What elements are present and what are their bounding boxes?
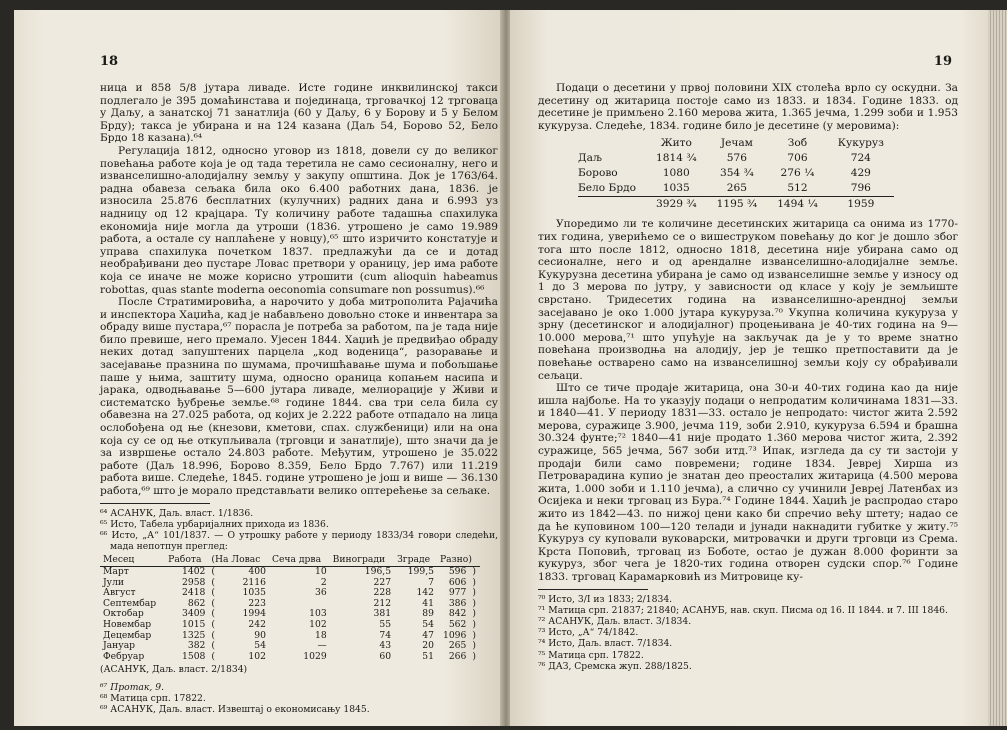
tithe-table-total-row [578, 197, 894, 213]
tithe-table-cell [578, 197, 646, 213]
work-table-cell: — [317, 640, 327, 652]
footnote-divider-right [538, 589, 648, 590]
work-table-cell: Август [103, 587, 136, 599]
work-table-cell: ( [211, 618, 215, 630]
work-table-header [100, 555, 480, 566]
work-table-cell: Новембар [103, 618, 152, 630]
work-table-cell: Март [103, 566, 129, 577]
work-table-cell: 3409 [182, 608, 206, 620]
work-table-header-cell: Работа [165, 555, 208, 566]
footnote-66: ⁶⁶ Исто, „А“ 101/1837. — О утрошку работе у периоду 1833/34 говори следећи, мада непотпун преглед: [100, 530, 498, 553]
work-table-cell: 2 [320, 576, 327, 588]
left-paragraph-1: ница и 858 5/8 јутара ливаде. Исте године инквилинској такси подлегало је 395 домаћинстава и појединаца, трговачкој 12 трговаца у Даљу, а занатској 71 занатлија (60 у Даљу, 6 у Борову и 5 у Белом Брду); такса је убирана и на 124 казана (Даљ 54, Борово 52, Бело Брдо 18 казана).⁶⁴ [100, 82, 498, 145]
work-table-cell: 196,5 [364, 566, 392, 577]
work-table-cell: ) [472, 618, 476, 630]
work-table-cell: 400 [248, 566, 266, 577]
left-footnotes-b [100, 682, 498, 716]
work-table-cell: 18 [314, 629, 327, 641]
work-table-cell: 60 [379, 650, 392, 662]
work-table-cell: ) [472, 587, 476, 599]
work-table-cell: 1096 [442, 629, 467, 641]
work-table-cell: 242 [248, 618, 266, 630]
work-table-cell: Јануар [103, 640, 136, 652]
work-table-header-cell: Сеча дрва [269, 555, 330, 566]
page-number-right: 19 [933, 54, 952, 69]
tithe-table-cell: 429 [850, 167, 871, 180]
tithe-table-cell: Бело Брдо [578, 182, 636, 195]
work-table-cell: 842 [448, 608, 467, 620]
tithe-table-cell: 576 [726, 152, 747, 165]
right-paragraph-1: Упоредимо ли те количине десетинских житарица са онима из 1770-тих година, уверићемо се о вишеструком повећању до ког је дошло због тога што после 1812, односно 1818, десетина није убирана само од сесионалне, него и од арендалне изванселишно-алодијалне земље. Кукурузна десетина убирана је само од изванселишне земље у износу од 1 до 3 мерова по јутру, у зависности од класе у коју је земљиште сврстано. Тридесетих година на изванселишно-арендној земљи засејавано је око 1.000 јутара кукуруза.⁷⁰ Укупна количина кукуруза у зрну (десетинског и алодијалног) процењивана је 40-тих година на 9—10.000 мерова,⁷¹ што упућује на закључак да је у то време знатно повећана производња на алодију, јер је тешко претпоставити да је повећање остварено само на изванселишној земљи коју су обрађивали сељаци. [538, 218, 958, 382]
tithe-table-cell: 706 [787, 152, 808, 165]
work-table-cell: 596 [448, 566, 467, 577]
footnote: ⁷⁵ Матица срп. 17822. [538, 649, 644, 661]
tithe-table-cell: 276 ¹⁄₄ [780, 167, 815, 180]
work-table-cell: ( [211, 597, 215, 609]
work-table-cell: 1325 [182, 629, 206, 641]
tithe-table-header-cell: Јечам [720, 137, 753, 150]
work-table-cell: 20 [422, 640, 434, 652]
tithe-table-cell: 1494 ¹⁄₄ [767, 197, 828, 213]
tithe-table-cell: 1959 [828, 197, 894, 213]
left-paragraph-2: Регулација 1812, односно уговор из 1818, довели су до великог повећања работе која је од тада теретила не само сесионалну, него и изванселишно-алодијалну земљу у закупу општина. Док је 1763/64. радна обавеза сељака била око 6.400 работних дана, 1836. је износила 25.876 бесплатних (кулучних) радних дана и 6.993 уз надницу од 12 крајцара. Ту количину работе тадашња спахилука економија није могла да утроши (1836. утрошено је само 19.989 работа, а остале су наплаћене у новцу),⁶⁵ што изричито констатује и управа спахилука почетком 1837. предлажући да се и дотад необрађивани део пустаре Ловас претвори у ораницу, јер има работе која се иначе не може корисно утрошити (cum alioquin habeamus robottas, quas stante moderna oeconomia consumare non possumus).⁶⁶ [100, 144, 498, 296]
footnote: ⁷⁰ Исто, 3/I из 1833; 2/1834. [538, 593, 673, 605]
work-table-cell: 74 [379, 629, 392, 641]
work-table-cell: 36 [314, 587, 327, 599]
work-table-cell: ) [472, 608, 476, 620]
work-table-cell: 212 [373, 597, 392, 609]
work-table-row [100, 652, 480, 663]
work-table-cell: ) [472, 640, 476, 652]
work-table-cell: ) [472, 629, 476, 641]
footnote-64: ⁶⁴ АСАНУК, Даљ. власт. 1/1836. [100, 507, 254, 519]
work-table-cell: 102 [309, 618, 327, 630]
work-table-cell: 51 [422, 650, 434, 662]
work-table-cell: 41 [422, 597, 434, 609]
work-table-header-cell: Виногради [330, 555, 394, 566]
work-table-cell: ( [211, 576, 215, 588]
footnote-divider-left [100, 503, 210, 504]
work-table-cell: 199,5 [407, 566, 434, 577]
tithe-table-cell: 1195 ³⁄₄ [707, 197, 768, 213]
page-edges [988, 10, 1007, 726]
work-table-cell: 2958 [182, 576, 206, 588]
footnote-68: ⁶⁸ Матица срп. 17822. [100, 692, 206, 704]
tithe-table-cell: 1035 [662, 182, 690, 195]
work-table-cell: 103 [309, 608, 327, 620]
work-table [100, 555, 480, 662]
work-table-cell: 223 [248, 597, 266, 609]
work-table-header-cell: Месец [100, 555, 165, 566]
tithe-table [578, 136, 894, 212]
footnote-69: ⁶⁹ АСАНУК, Даљ. власт. Извештај о економисању 1845. [100, 703, 370, 715]
tithe-table-body [578, 151, 894, 212]
left-paragraph-3: После Стратимировића, а нарочито у доба митрополита Рајачића и инспектора Хаџића, кад је набављено довољно стоке и инвентара за обраду више пустара,⁶⁷ порасла је потреба за работом, па је тада није било превише, него премало. Ујесен 1844. Хаџић је предвиђао обраду неких дотад запуштених парцела „код воденица“, разоравање и засејавање празнина по шумама, прочишћавање шума и побољшање паше у њима, заштиту шума, односно ораница копањем насипа и јарака, одводњавање 5—600 јутара ливаде, мелиорације у Живи и систематско ђубрење земље.⁶⁸ године 1844. сва три села била су обавезна на 27.025 работа, од којих је 2.222 работе отпадало на лица ослобођена од ње (кнезови, кметови, спах. службеници) или на она која су се од ње откупљивала (трговци и занатлије), што значи да је за извршење остало 24.803 работе. Међутим, утрошено је 35.022 работе (Даљ 18.996, Борово 8.359, Бело Брдо 7.767) или 11.219 работа више. Следеће, 1845. године утрошено је још и више — 36.130 работа,⁶⁹ што је морало представљати велико оптерећење за сељаке. [100, 296, 498, 497]
work-table-cell: 43 [379, 640, 392, 652]
work-table-cell: 89 [422, 608, 434, 620]
tithe-table-cell: Борово [578, 167, 618, 180]
work-table-cell: ( [211, 566, 215, 577]
right-page [510, 10, 988, 726]
work-table-cell: 266 [448, 650, 467, 662]
work-table-cell: 381 [373, 608, 392, 620]
footnote-65: ⁶⁵ Исто, Табела урбаријалних прихода из 1836. [100, 518, 329, 530]
work-table-cell: 55 [379, 618, 392, 630]
tithe-table-cell: 1814 ³⁄₄ [656, 152, 697, 165]
work-table-cell: 1508 [182, 650, 206, 662]
tithe-table-row [578, 151, 894, 166]
work-table-cell: 10 [314, 566, 327, 577]
work-table-cell: 1402 [182, 566, 206, 577]
work-table-cell: 1035 [242, 587, 266, 599]
left-text-column [100, 82, 498, 715]
work-table-cell: 1029 [303, 650, 327, 662]
tithe-table-header [578, 136, 894, 151]
work-table-cell: ( [211, 587, 215, 599]
work-table-cell: Септембар [103, 597, 157, 609]
work-table-header-cell: Зграде [394, 555, 437, 566]
tithe-table-cell: 265 [726, 182, 747, 195]
footnote: ⁷⁴ Исто, Даљ. власт. 7/1834. [538, 638, 673, 650]
work-table-cell: 228 [373, 587, 392, 599]
work-table-cell: 862 [187, 597, 206, 609]
work-table-cell: ) [472, 566, 476, 577]
work-table-cell: 606 [448, 576, 467, 588]
work-table-cell: 386 [448, 597, 467, 609]
tithe-table-header-cell [578, 136, 646, 151]
work-table-cell: 102 [248, 650, 266, 662]
tithe-table-cell: 796 [850, 182, 871, 195]
work-table-cell: 265 [448, 640, 467, 652]
footnote: ⁷³ Исто, „А“ 74/1842. [538, 627, 639, 639]
work-table-cell: 1994 [242, 608, 266, 620]
tithe-table-cell: 3929 ³⁄₄ [646, 197, 707, 213]
work-table-cell: 1015 [182, 618, 206, 630]
tithe-table-row [578, 166, 894, 181]
tithe-table-row [578, 181, 894, 197]
work-table-cell: ( [211, 608, 215, 620]
work-table-cell: Јули [103, 576, 125, 588]
work-table-cell: 227 [373, 576, 392, 588]
work-table-source: (АСАНУК, Даљ. власт. 2/1834) [100, 664, 248, 676]
work-table-cell: 54 [254, 640, 266, 652]
work-table-cell: 90 [254, 629, 266, 641]
work-table-cell: ( [211, 629, 215, 641]
work-table-cell: 7 [428, 576, 434, 588]
work-table-cell: 562 [448, 618, 467, 630]
work-table-cell: ( [211, 650, 215, 662]
left-page [14, 10, 502, 726]
right-text-column [538, 82, 958, 672]
tithe-table-cell: 512 [787, 182, 808, 195]
right-paragraph-intro: Подаци о десетини у првој половини XIX столећа врло су оскудни. За десетину од житарица постоје само из 1833. и 1834. Године 1833. од десетине је примљено 2.160 мерова жита, 1.365 јечма, 1.299 зоби и 1.953 кукуруза. Следеће, 1834. године било је десетине (у меровима): [538, 82, 958, 132]
footnote: ⁷¹ Матица срп. 21837; 21840; АСАНУБ, нав. скуп. Писма од 16. II 1844. и 7. III 1846. [538, 604, 948, 616]
tithe-table-cell: 1080 [662, 167, 690, 180]
work-table-cell: 382 [187, 640, 206, 652]
work-table-cell: ) [472, 597, 476, 609]
work-table-header-cell: (На Ловас [208, 555, 269, 566]
work-table-cell: ) [472, 576, 476, 588]
footnote: ⁷⁶ ДАЗ, Сремска жуп. 288/1825. [538, 660, 692, 672]
tithe-table-header-cell: Зоб [787, 137, 808, 150]
tithe-table-header-cell: Жито [660, 137, 692, 150]
work-table-cell: 2116 [242, 576, 266, 588]
work-table-cell: 47 [422, 629, 434, 641]
work-table-cell: ( [211, 640, 215, 652]
work-table-cell: Фебруар [103, 650, 145, 662]
work-table-cell: 977 [448, 587, 467, 599]
work-table-cell: Октобар [103, 608, 144, 620]
work-table-row [100, 567, 480, 578]
work-table-row [100, 620, 480, 631]
work-table-cell: 2418 [182, 587, 206, 599]
footnote: ⁷² АСАНУК, Даљ. власт. 3/1834. [538, 616, 692, 627]
page-number-left: 18 [100, 54, 119, 69]
right-footnotes [538, 594, 958, 672]
work-table-cell: Децембар [103, 629, 152, 641]
tithe-table-cell: Даљ [578, 152, 602, 165]
tithe-table-header-cell: Кукуруз [837, 137, 884, 150]
work-table-cell: 54 [422, 618, 434, 630]
work-table-header-cell: Разно) [437, 555, 480, 566]
footnote-67: ⁶⁷ Протак, 9. [100, 681, 164, 693]
work-table-cell: 142 [416, 587, 434, 599]
work-table-cell: ) [472, 650, 476, 662]
tithe-table-cell: 354 ³⁄₄ [719, 167, 754, 180]
work-table-body [100, 567, 480, 663]
right-paragraph-2: Што се тиче продаје житарица, она 30-и 40-тих година као да није ишла најбоље. На то указују подаци о непродатим количинама 1831—33. и 1840—41. У периоду 1831—33. остало је непродато: чистог жита 2.592 мерова, суражице 3.900, јечма 119, зоби 2.910, кукуруза 6.594 и брашна 30.324 фунте;⁷² 1840—41 није продато 1.360 мерова чистог жита, 2.392 суражице, 565 јечма, 567 зоби итд.⁷³ Ипак, изгледа да су ти застоји у продаји били само повремени; године 1834. Јеврej Хирша из Петроварадина купио је знатан део преосталих житарица (4.500 мерова жита, 1.000 зоби и 1.110 јечма), а слично су учинили Јевреј Латенбах из Осијека и неки трговац из Бура.⁷⁴ Године 1844. Хаџић је распродао старо жито из 1842—43. по нижој цени како би спречио већу штету; надао се да ће куповином 100—120 телади и јунади накнадити губитке у житу.⁷⁵ Кукуруз су куповали вуковарски, митровачки и други трговци из Срема. Крста Поповић, трговац из Боботе, остао је дужан 8.000 форинти за кукуруз, због чега је 1820-тих година отворен судски спор.⁷⁶ Године 1833. трговац Карамарковић из Митровице ку- [538, 382, 958, 583]
left-footnotes-a [100, 508, 498, 553]
tithe-table-cell: 724 [850, 152, 871, 165]
